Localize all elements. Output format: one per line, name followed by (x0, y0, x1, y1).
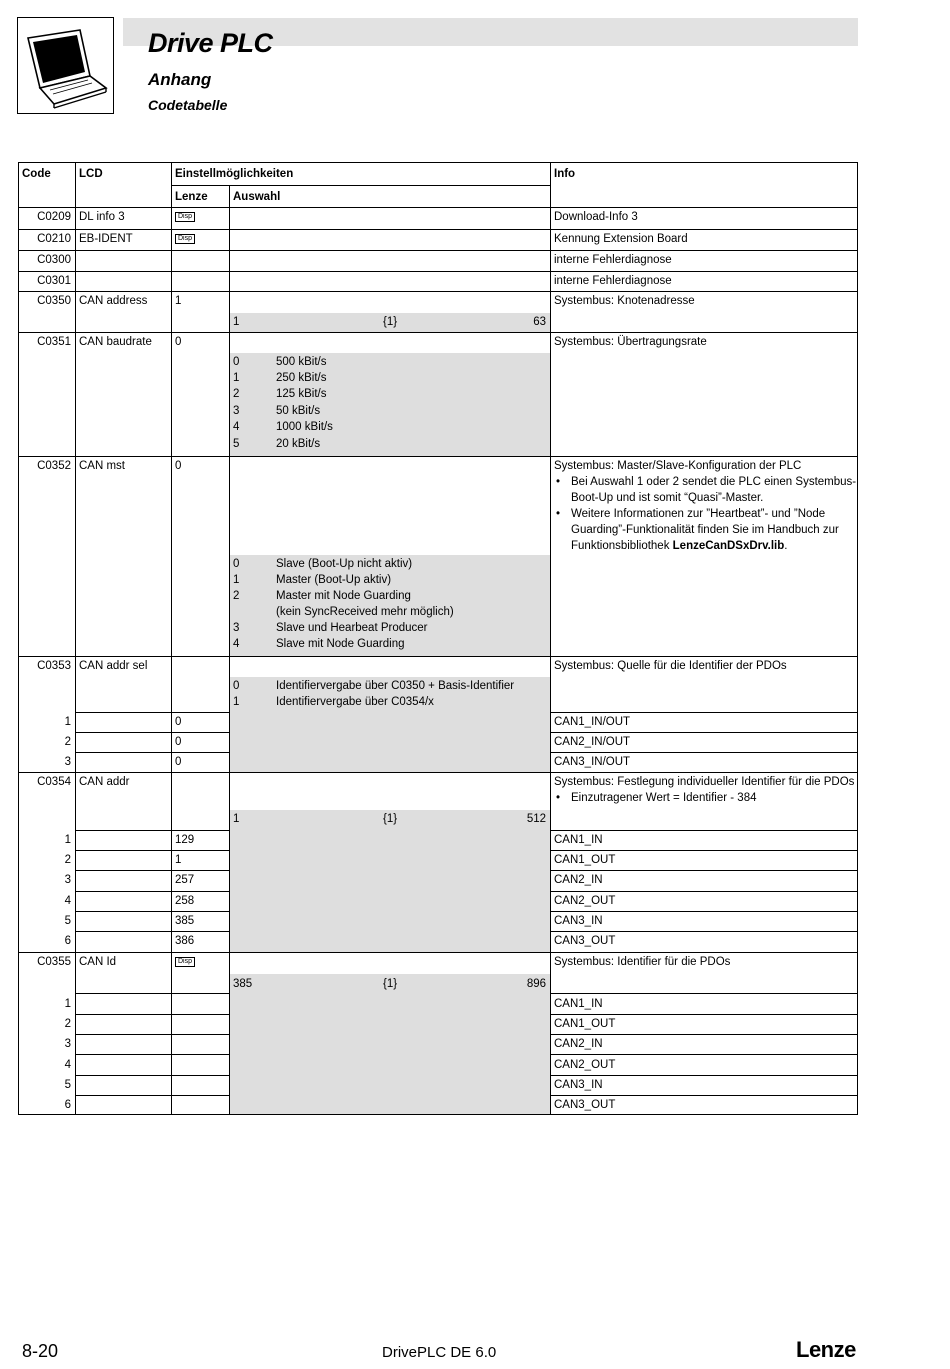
code-cell: C0300 (37, 254, 71, 266)
lcd-cell: CAN address (79, 295, 148, 307)
info-cell: CAN3_IN/OUT (554, 756, 631, 768)
option-num: 1 (233, 574, 240, 586)
header-einstell: Einstellmöglichkeiten (175, 168, 294, 180)
lenze-cell: 0 (175, 736, 182, 748)
sub-index: 5 (64, 1079, 71, 1091)
info-cell: CAN3_IN (554, 915, 603, 927)
code-cell: C0355 (37, 956, 71, 968)
sub-index: 1 (64, 834, 71, 846)
option-text: Master (Boot-Up aktiv) (276, 574, 392, 586)
document-id: DrivePLC DE 6.0 (382, 1344, 497, 1361)
sub-index: 1 (64, 716, 71, 728)
disp-badge: Disp (175, 234, 195, 244)
range-min: 1 (233, 813, 240, 825)
option-num: 4 (233, 421, 240, 433)
option-text: Identifiervergabe über C0354/x (276, 696, 434, 708)
option-num: 2 (233, 388, 240, 400)
info-cell: CAN2_IN/OUT (554, 736, 631, 748)
range-min: 385 (233, 978, 253, 990)
bullet-icon: • (556, 508, 561, 520)
code-cell: C0353 (37, 660, 71, 672)
lenze-cell: 1 (175, 854, 182, 866)
range-max: 63 (533, 316, 546, 328)
option-num: 1 (233, 696, 240, 708)
sub-index: 1 (64, 998, 71, 1010)
info-cell: Systembus: Festlegung individueller Identifier für die PDOs (554, 776, 855, 788)
info-cell: Kennung Extension Board (554, 233, 688, 245)
lenze-cell: 129 (175, 834, 195, 846)
disp-badge: Disp (175, 957, 195, 967)
lenze-cell: 0 (175, 460, 182, 472)
option-text: 500 kBit/s (276, 356, 327, 368)
lcd-cell: CAN Id (79, 956, 117, 968)
code-cell: C0351 (37, 336, 71, 348)
option-num: 2 (233, 590, 240, 602)
info-cell: CAN1_IN/OUT (554, 716, 631, 728)
lenze-cell: 385 (175, 915, 195, 927)
info-cell: interne Fehlerdiagnose (554, 275, 672, 287)
code-cell: C0352 (37, 460, 71, 472)
lenze-cell: 386 (175, 935, 195, 947)
sub-index: 2 (64, 1018, 71, 1030)
info-cell: CAN3_IN (554, 1079, 603, 1091)
info-cell: CAN1_IN (554, 998, 603, 1010)
option-num: 3 (233, 405, 240, 417)
page-subtitle: Anhang (148, 70, 212, 89)
lenze-cell: 258 (175, 895, 195, 907)
lenze-cell: 0 (175, 716, 182, 728)
option-num: 0 (233, 680, 240, 692)
option-text: Slave mit Node Guarding (276, 638, 405, 650)
code-cell: C0210 (37, 233, 71, 245)
info-cell: Systembus: Master/Slave-Konfiguration der PLC (554, 460, 802, 472)
header-lcd: LCD (79, 168, 103, 180)
info-bullet-text: . (784, 540, 788, 552)
option-text: Identifiervergabe über C0350 + Basis-Identifier (276, 680, 515, 692)
info-cell: CAN1_OUT (554, 1018, 616, 1030)
info-cell: Systembus: Übertragungsrate (554, 336, 707, 348)
header-auswahl: Auswahl (233, 191, 281, 203)
option-num: 1 (233, 372, 240, 384)
info-cell: CAN2_OUT (554, 895, 616, 907)
library-name: LenzeCanDSxDrv.lib (672, 540, 785, 552)
page-title: Drive PLC (148, 28, 273, 58)
option-num: 4 (233, 638, 240, 650)
option-text: 250 kBit/s (276, 372, 327, 384)
info-cell: Systembus: Quelle für die Identifier der PDOs (554, 660, 787, 672)
laptop-icon (18, 18, 113, 113)
info-cell: CAN1_IN (554, 834, 603, 846)
info-bullet-text: Guarding”-Funktionalität finden Sie im Handbuch zur (571, 524, 839, 536)
option-text: 1000 kBit/s (276, 421, 333, 433)
option-text: 50 kBit/s (276, 405, 321, 417)
info-cell: Systembus: Knotenadresse (554, 295, 695, 307)
info-cell: Systembus: Identifier für die PDOs (554, 956, 731, 968)
sub-index: 2 (64, 854, 71, 866)
code-cell: C0301 (37, 275, 71, 287)
option-num: 3 (233, 622, 240, 634)
code-cell: C0209 (37, 211, 71, 223)
option-text: Master mit Node Guarding (276, 590, 411, 602)
sub-index: 3 (64, 756, 71, 768)
header-code: Code (22, 168, 51, 180)
info-bullet-line (571, 538, 787, 554)
code-table (18, 162, 858, 1115)
header-info: Info (554, 168, 576, 180)
range-min: 1 (233, 316, 240, 328)
range-step: {1} (383, 813, 398, 825)
info-cell: CAN3_OUT (554, 1099, 616, 1111)
lcd-cell: CAN addr (79, 776, 130, 788)
info-cell: CAN2_IN (554, 1038, 603, 1050)
option-text: 20 kBit/s (276, 438, 321, 450)
info-cell: CAN3_OUT (554, 935, 616, 947)
disp-badge: Disp (175, 212, 195, 222)
page-number: 8-20 (22, 1341, 59, 1361)
header-lenze: Lenze (175, 191, 208, 203)
sub-index: 4 (64, 895, 71, 907)
sub-index: 4 (64, 1059, 71, 1071)
bullet-icon: • (556, 476, 561, 488)
option-num: 0 (233, 356, 240, 368)
sub-index: 3 (64, 1038, 71, 1050)
lcd-cell: DL info 3 (79, 211, 125, 223)
sub-index: 5 (64, 915, 71, 927)
info-bullet-text: Funktionsbibliothek (571, 540, 670, 552)
sub-index: 6 (64, 1099, 71, 1111)
info-cell: CAN2_IN (554, 874, 603, 886)
range-max: 512 (526, 813, 546, 825)
lcd-cell: EB-IDENT (79, 233, 133, 245)
option-text: 125 kBit/s (276, 388, 327, 400)
lcd-cell: CAN mst (79, 460, 125, 472)
option-num: 5 (233, 438, 240, 450)
sub-index: 2 (64, 736, 71, 748)
bullet-icon: • (556, 792, 561, 804)
range-step: {1} (383, 316, 398, 328)
brand-logo: Lenze (796, 1337, 856, 1362)
code-cell: C0354 (37, 776, 71, 788)
lcd-cell: CAN baudrate (79, 336, 152, 348)
info-cell: CAN2_OUT (554, 1059, 616, 1071)
option-num: 0 (233, 558, 240, 570)
info-cell: CAN1_OUT (554, 854, 616, 866)
info-bullet-text: Einzutragener Wert = Identifier - 384 (571, 792, 757, 804)
info-bullet-text: Bei Auswahl 1 oder 2 sendet die PLC einen Systembus- (571, 476, 857, 488)
lenze-cell: 0 (175, 756, 182, 768)
lenze-cell: 257 (175, 874, 195, 886)
option-text: Slave und Hearbeat Producer (276, 622, 428, 634)
range-max: 896 (526, 978, 546, 990)
section-title: Codetabelle (148, 97, 228, 113)
info-cell: Download-Info 3 (554, 211, 638, 223)
lenze-cell: 1 (175, 295, 182, 307)
sub-index: 6 (64, 935, 71, 947)
sub-index: 3 (64, 874, 71, 886)
range-step: {1} (383, 978, 398, 990)
lcd-cell: CAN addr sel (79, 660, 148, 672)
lenze-cell: 0 (175, 336, 182, 348)
info-bullet-text: Boot-Up und ist somit “Quasi”-Master. (571, 492, 764, 504)
info-cell: interne Fehlerdiagnose (554, 254, 672, 266)
info-bullet-text: Weitere Informationen zur ”Heartbeat”- und ”Node (571, 508, 826, 520)
option-text: (kein SyncReceived mehr möglich) (276, 606, 454, 618)
code-cell: C0350 (37, 295, 71, 307)
option-text: Slave (Boot-Up nicht aktiv) (276, 558, 413, 570)
laptop-icon-box (17, 17, 114, 114)
